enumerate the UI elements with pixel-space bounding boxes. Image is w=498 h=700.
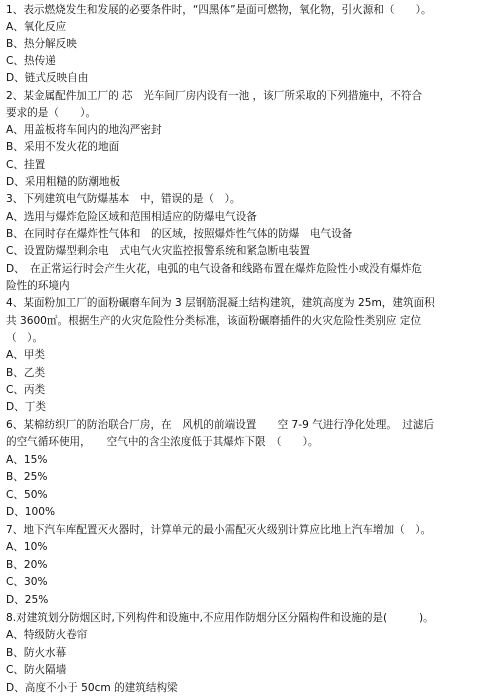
question-4-option-b: B、乙类 — [6, 367, 46, 379]
question-6-option-c: C、50% — [6, 489, 48, 501]
question-3-stem: 3、下列建筑电气防爆基本 中，错误的是（ ）。 — [6, 193, 241, 205]
question-1-stem: 1、表示燃烧发生和发展的必要条件时，“四黑体”是面可燃物，氧化物，引火源和（ ）。 — [6, 4, 432, 16]
question-2-option-a: A、用盖板将车间内的地沟严密封 — [6, 124, 162, 136]
question-2-option-c: C、挂置 — [6, 159, 46, 171]
question-6-option-a: A、15% — [6, 454, 48, 466]
question-3-option-d: D、 在正常运行时会产生火花，电弧的电气设备和线路布置在爆炸危险性小或没有爆炸危 — [6, 263, 423, 275]
question-6-option-d: D、100% — [6, 506, 56, 518]
question-8-stem: 8.对建筑划分防烟区时,下列构件和设施中,不应用作防烟分区分隔构件和设施的是( )。 — [6, 612, 434, 624]
question-3-option-b: B、在同时存在爆炸性气体和 的区域，按照爆炸性气体的防爆 电气设备 — [6, 228, 353, 240]
question-6-stem: 6、某棉纺织厂的防治联合厂房，在 风机的前端设置 空 7-9 气进行净化处理。 过滤后 — [6, 419, 435, 431]
question-4-stem-cont: 共 3600㎡。根据生产的火灾危险性分类标准，该面粉碾磨插件的火灾危险性类别应 定位 — [6, 315, 422, 327]
question-2-option-d: D、采用粗糙的防潮地板 — [6, 176, 121, 188]
question-1-option-c: C、热传递 — [6, 55, 56, 67]
question-2-option-b: B、采用不发火花的地面 — [6, 141, 120, 153]
question-1-option-d: D、链式反映自由 — [6, 72, 89, 84]
question-7-option-d: D、25% — [6, 594, 49, 606]
question-8-option-a: A、特级防火卷帘 — [6, 629, 88, 641]
question-2-stem: 2、某金属配件加工厂的 芯 光车间厂房内设有一池 ，该厂所采取的下列措施中，不符合 — [6, 90, 423, 102]
question-4-option-d: D、丁类 — [6, 401, 46, 413]
question-8-option-d: D、高度不小于 50cm 的建筑结构梁 — [6, 682, 178, 694]
question-7-option-b: B、20% — [6, 559, 48, 571]
question-2-stem-cont: 要求的是（ ）。 — [6, 107, 97, 119]
question-1-option-b: B、热分解反映 — [6, 38, 77, 50]
question-3-option-d-cont: 险性的环境内 — [6, 280, 70, 292]
question-1-option-a: A、氧化反应 — [6, 21, 67, 33]
question-4-option-c: C、丙类 — [6, 384, 46, 396]
question-3-option-c: C、设置防爆型剩余电 式电气火灾监控报警系统和紧急断电装置 — [6, 245, 311, 257]
question-8-option-c: C、防火隔墙 — [6, 664, 67, 676]
question-7-stem: 7、地下汽车库配置灭火器时，计算单元的最小需配灭火级别计算应比地上汽车增加（ ）。 — [6, 524, 432, 536]
question-4-option-a: A、甲类 — [6, 349, 46, 361]
question-3-option-a: A、选用与爆炸危险区域和范围相适应的防爆电气设备 — [6, 211, 257, 223]
question-6-stem-cont: 的空气循环使用， 空气中的含尘浓度低于其爆炸下限 （ ）。 — [6, 436, 319, 448]
question-7-option-a: A、10% — [6, 541, 48, 553]
question-7-option-c: C、30% — [6, 576, 48, 588]
question-4-stem: 4、某面粉加工厂的面粉碾磨车间为 3 层钢筋混凝土结构建筑，建筑高度为 25m，建筑面积 — [6, 297, 435, 309]
question-8-option-b: B、防火水幕 — [6, 647, 67, 659]
question-6-option-b: B、25% — [6, 471, 48, 483]
question-4-stem-end: （ ）。 — [6, 332, 44, 344]
